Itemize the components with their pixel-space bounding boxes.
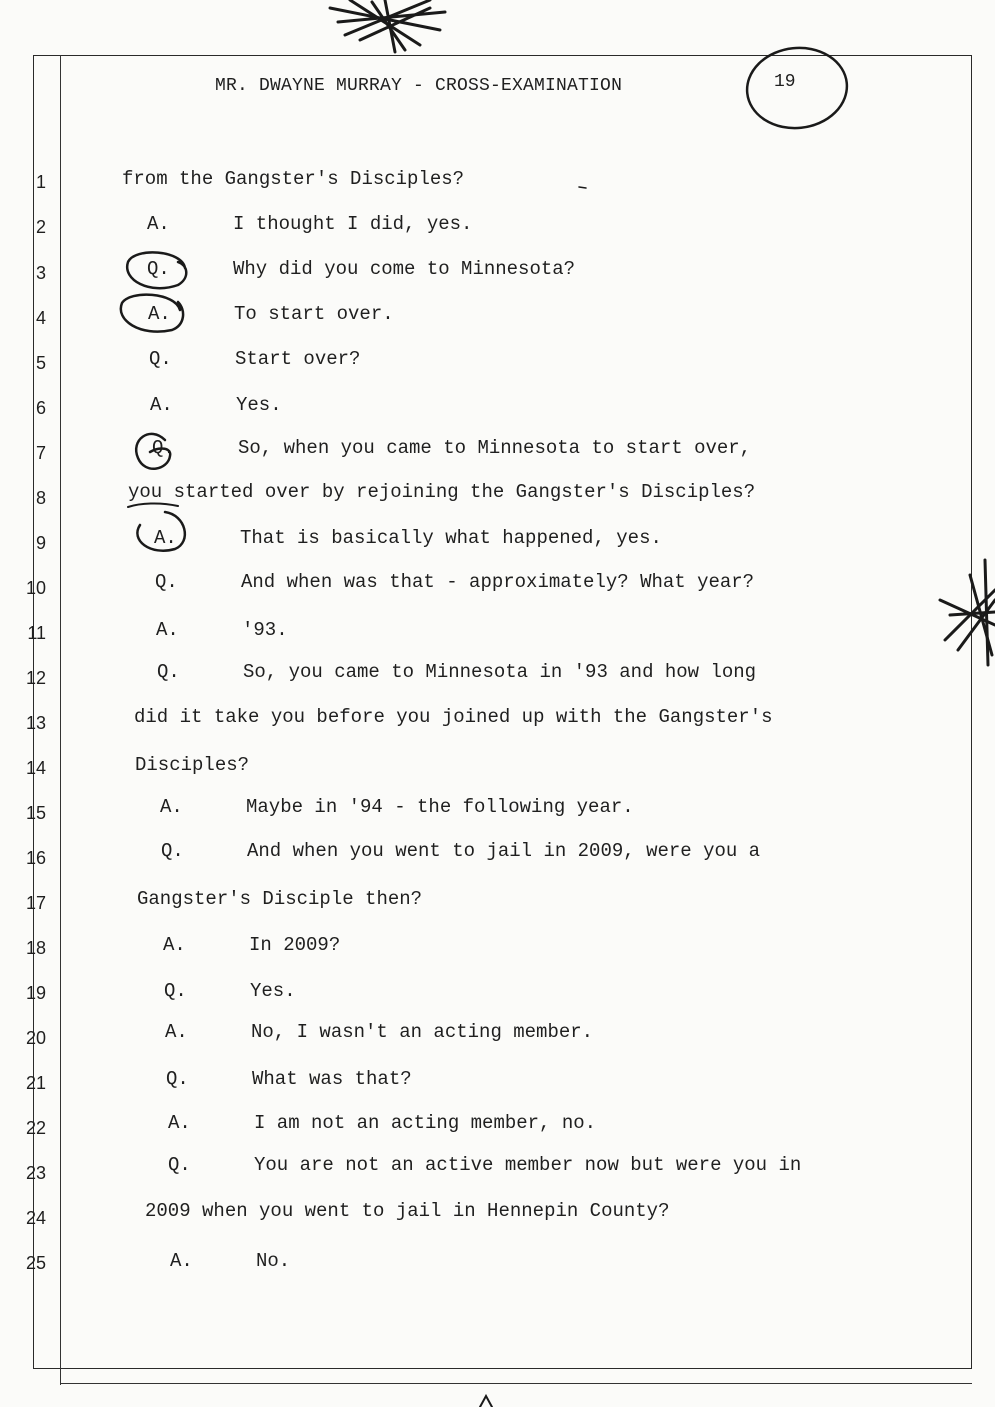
transcript-line [128, 481, 755, 503]
line-text: did it take you before you joined up with the Gangster's [134, 706, 773, 728]
line-number: 16 [25, 848, 46, 868]
transcript-line [150, 394, 282, 416]
line-number: 19 [25, 983, 46, 1003]
transcript-line [164, 980, 296, 1002]
speaker-label: Q. [157, 661, 180, 683]
transcript-line [134, 706, 773, 728]
line-number: 12 [25, 668, 46, 688]
speaker-label: A. [156, 619, 179, 641]
line-text: 2009 when you went to jail in Hennepin County? [145, 1200, 670, 1222]
transcript-line [161, 840, 760, 862]
line-text: Disciples? [135, 754, 250, 776]
line-number: 10 [25, 578, 46, 598]
speaker-label: Q. [161, 840, 184, 862]
line-text: Yes. [236, 394, 282, 416]
line-text: from the Gangster's Disciples? [122, 168, 465, 190]
speaker-label: A. [160, 796, 183, 818]
line-text: No, I wasn't an acting member. [251, 1021, 594, 1043]
speaker-label: A. [150, 394, 173, 416]
transcript-line [145, 1200, 670, 1222]
line-number: 14 [25, 758, 46, 778]
line-number: 25 [25, 1253, 46, 1273]
line-text: you started over by rejoining the Gangster's Disciples? [128, 481, 756, 503]
line-text: '93. [242, 619, 288, 641]
line-text: Why did you come to Minnesota? [233, 258, 576, 280]
speaker-label: A. [148, 303, 171, 325]
speaker-label: A. [163, 934, 186, 956]
line-number: 24 [25, 1208, 46, 1228]
tick-mark-icon [480, 1396, 492, 1407]
line-text: Gangster's Disciple then? [137, 888, 423, 910]
line-text: Start over? [235, 348, 361, 370]
line-number: 9 [35, 533, 46, 553]
transcript-line [155, 571, 754, 593]
line-text: What was that? [252, 1068, 412, 1090]
left-margin-rule [60, 55, 61, 1385]
line-number: 23 [25, 1163, 46, 1183]
transcript-line [170, 1250, 290, 1272]
line-text: That is basically what happened, yes. [240, 527, 662, 549]
speaker-label: A. [147, 213, 170, 235]
speaker-label: Q. [155, 571, 178, 593]
transcript-line [166, 1068, 412, 1090]
line-number: 15 [25, 803, 46, 823]
transcript-line [156, 619, 288, 641]
transcript-line [168, 1112, 596, 1134]
transcript-line [147, 213, 472, 235]
transcript-line [147, 258, 575, 280]
page-number: 19 [774, 72, 796, 92]
line-number: 5 [35, 353, 46, 373]
transcript-line [122, 168, 464, 190]
line-number: 20 [25, 1028, 46, 1048]
line-text: No. [256, 1250, 291, 1272]
line-number: 22 [25, 1118, 46, 1138]
line-number: 6 [35, 398, 46, 418]
speaker-label: Q. [149, 348, 172, 370]
transcript-line [135, 754, 249, 776]
line-number: 21 [25, 1073, 46, 1093]
transcript-line [149, 348, 360, 370]
speaker-label: A. [168, 1112, 191, 1134]
transcript-line [154, 527, 662, 549]
line-text: I am not an acting member, no. [254, 1112, 597, 1134]
line-text: And when you went to jail in 2009, were you a [247, 840, 761, 862]
line-text: In 2009? [249, 934, 341, 956]
line-number: 13 [25, 713, 46, 733]
line-number: 2 [35, 217, 46, 237]
line-number: 7 [35, 443, 46, 463]
transcript-line [160, 796, 634, 818]
line-text: You are not an active member now but were you in [254, 1154, 802, 1176]
transcript-line [168, 1154, 801, 1176]
line-number: 11 [27, 623, 46, 643]
speaker-label: Q. [168, 1154, 191, 1176]
speaker-label: A. [170, 1250, 193, 1272]
transcript-line [165, 1021, 593, 1043]
speaker-label: Q. [152, 437, 175, 459]
transcript-line [152, 437, 751, 459]
transcript-line [137, 888, 422, 910]
line-number: 1 [35, 172, 46, 192]
page-header-title: MR. DWAYNE MURRAY - CROSS-EXAMINATION [215, 76, 623, 96]
line-text: So, you came to Minnesota in '93 and how long [243, 661, 757, 683]
line-text: To start over. [234, 303, 394, 325]
line-number: 3 [35, 263, 46, 283]
line-text: And when was that - approximately? What year? [241, 571, 755, 593]
line-text: Yes. [250, 980, 296, 1002]
bottom-rule [60, 1383, 972, 1384]
line-text: So, when you came to Minnesota to start over, [238, 437, 752, 459]
speaker-label: Q. [164, 980, 187, 1002]
transcript-line [157, 661, 756, 683]
transcript-line [148, 303, 394, 325]
line-number: 17 [25, 893, 46, 913]
star-scribble-top-icon [330, 0, 445, 52]
transcript-line [163, 934, 340, 956]
speaker-label: A. [154, 527, 177, 549]
speaker-label: A. [165, 1021, 188, 1043]
speaker-label: Q. [147, 258, 170, 280]
line-text: I thought I did, yes. [233, 213, 473, 235]
line-number: 4 [35, 308, 46, 328]
line-text: Maybe in '94 - the following year. [246, 796, 634, 818]
line-number: 18 [25, 938, 46, 958]
speaker-label: Q. [166, 1068, 189, 1090]
line-number: 8 [35, 488, 46, 508]
